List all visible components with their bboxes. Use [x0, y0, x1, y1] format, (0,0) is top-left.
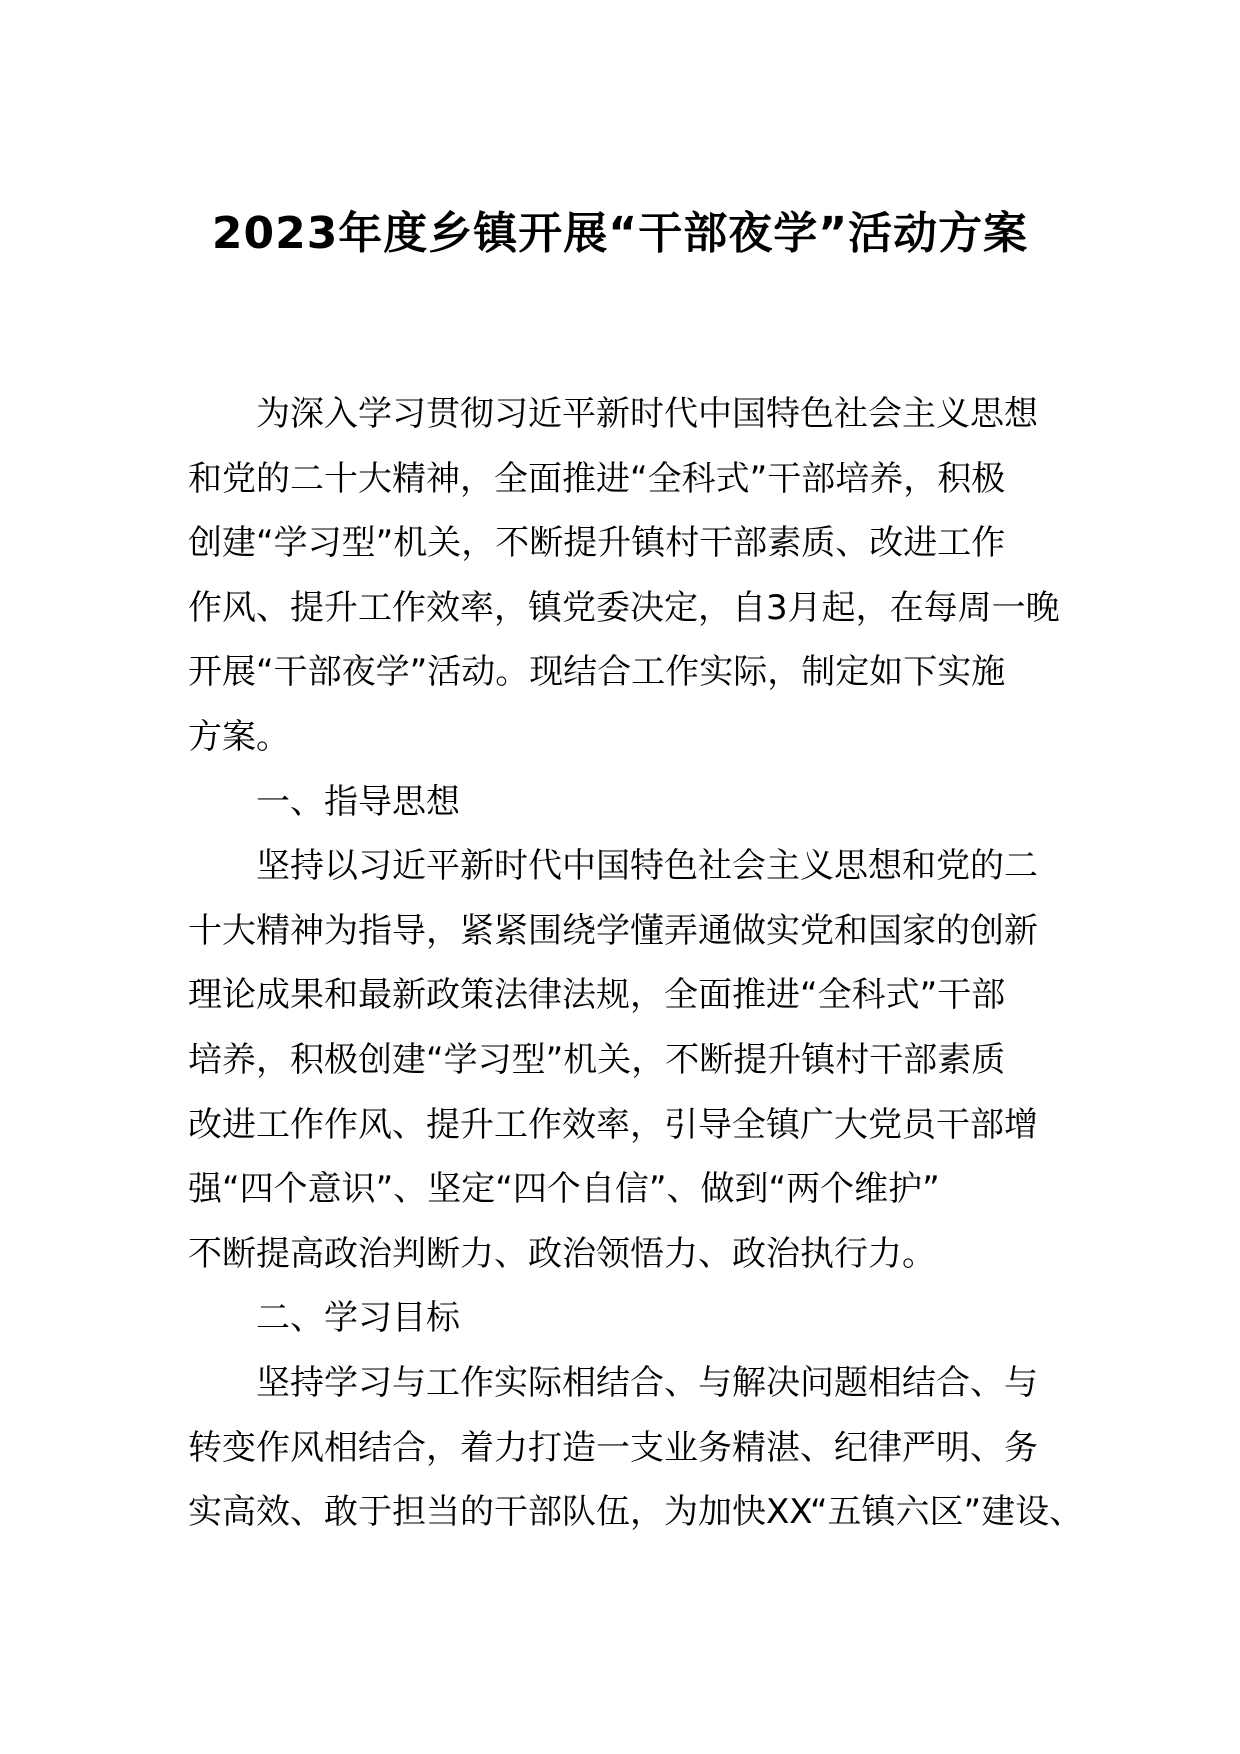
paragraph-line: 改进工作作风、提升工作效率，引导全镇广大党员干部增 — [188, 1104, 1038, 1145]
paragraph-line: 开展“干部夜学”活动。现结合工作实际，制定如下实施 — [188, 652, 1006, 693]
paragraph-line: 培养，积极创建“学习型”机关，不断提升镇村干部素质 — [188, 1039, 1006, 1080]
paragraph-line: 创建“学习型”机关，不断提升镇村干部素质、改进工作 — [188, 523, 1006, 564]
paragraph-line: 方案。 — [188, 716, 290, 757]
paragraph-line: 不断提高政治判断力、政治领悟力、政治执行力。 — [188, 1233, 936, 1274]
document-title: 2023年度乡镇开展“干部夜学”活动方案 — [211, 208, 1029, 259]
paragraph-line: 坚持以习近平新时代中国特色社会主义思想和党的二 — [256, 846, 1038, 887]
paragraph-line: 理论成果和最新政策法律法规，全面推进“全科式”干部 — [188, 975, 1006, 1016]
paragraph-line: 实高效、敢于担当的干部队伍，为加快XX“五镇六区”建设、 — [188, 1492, 1084, 1533]
paragraph-line: 为深入学习贯彻习近平新时代中国特色社会主义思想 — [256, 394, 1038, 434]
paragraph-line: 十大精神为指导，紧紧围绕学懂弄通做实党和国家的创新 — [188, 910, 1038, 951]
paragraph-line: 作风、提升工作效率，镇党委决定，自3月起，在每周一晚 — [188, 587, 1060, 628]
paragraph-line: 转变作风相结合，着力打造一支业务精湛、纪律严明、务 — [188, 1427, 1038, 1468]
paragraph-line: 坚持学习与工作实际相结合、与解决问题相结合、与 — [256, 1362, 1038, 1403]
paragraph-line: 和党的二十大精神，全面推进“全科式”干部培养，积极 — [188, 458, 1006, 499]
paragraph-line: 强“四个意识”、坚定“四个自信”、做到“两个维护” — [188, 1169, 940, 1210]
section-heading: 一、指导思想 — [256, 781, 460, 822]
section-heading: 二、学习目标 — [256, 1298, 460, 1339]
document-body — [188, 382, 1084, 1545]
